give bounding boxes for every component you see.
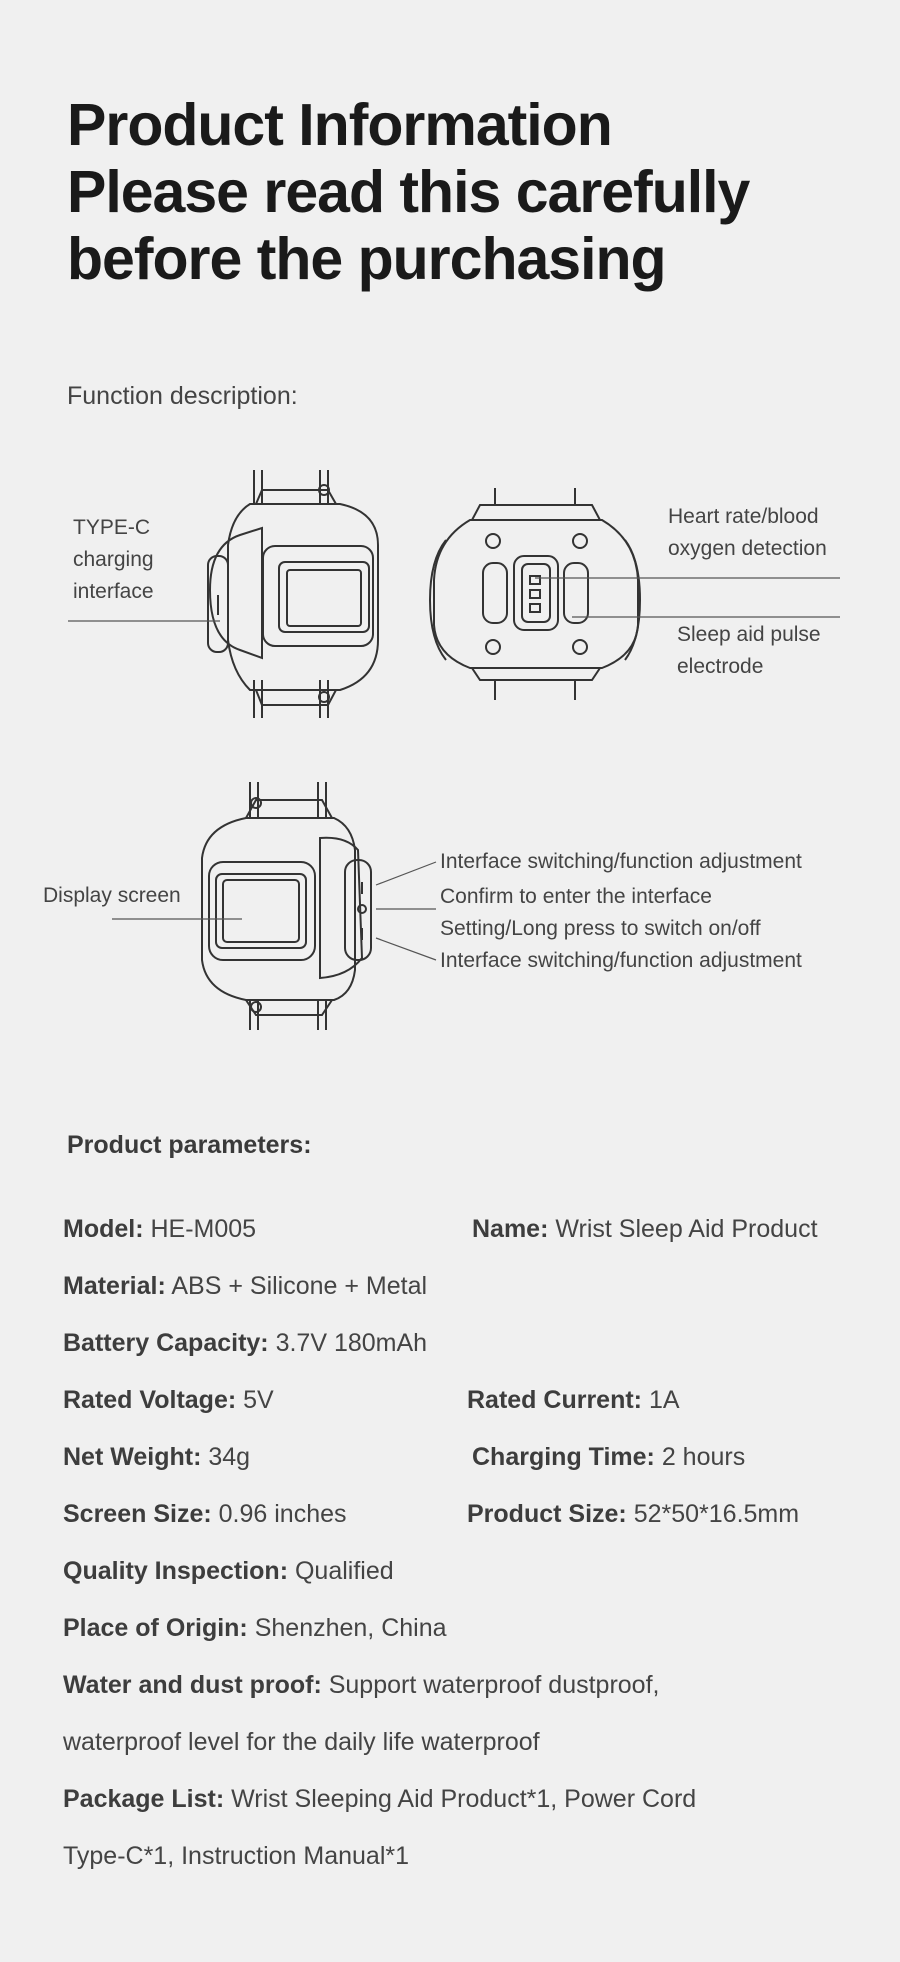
param-voltage-value: 5V — [236, 1386, 274, 1414]
param-charging-label: Charging Time: — [472, 1443, 655, 1471]
param-origin-label: Place of Origin: — [63, 1614, 248, 1642]
param-material-value: ABS + Silicone + Metal — [165, 1272, 428, 1300]
param-weight-value: 34g — [201, 1443, 251, 1471]
callout-heart-line-2: oxygen detection — [668, 537, 827, 560]
param-quality-value: Qualified — [288, 1557, 394, 1585]
title-line-1: Product Information — [67, 92, 612, 158]
title-line-3: before the purchasing — [67, 226, 666, 292]
param-name — [472, 1215, 818, 1244]
param-material — [63, 1272, 427, 1301]
param-voltage-label: Rated Voltage: — [63, 1386, 237, 1414]
callout-typec-line-2: charging — [73, 548, 154, 571]
product-parameters-label: Product parameters: — [67, 1131, 312, 1159]
param-package-value: Wrist Sleeping Aid Product*1, Power Cord — [224, 1785, 697, 1813]
callout-typec-line-1: TYPE-C — [73, 516, 151, 539]
watch-back-view — [430, 488, 640, 700]
param-model-label: Model: — [63, 1215, 144, 1243]
param-model — [63, 1215, 256, 1244]
param-screen-size — [63, 1500, 347, 1529]
callout-button-4: Interface switching/function adjustment — [440, 949, 802, 972]
callout-sleep-electrode — [677, 619, 821, 683]
callout-button-1: Interface switching/function adjustment — [440, 850, 802, 873]
param-current — [467, 1386, 680, 1415]
param-size-value: 52*50*16.5mm — [626, 1500, 800, 1528]
param-water-label: Water and dust proof: — [63, 1671, 322, 1699]
param-product-size — [467, 1500, 799, 1529]
callout-button-3: Setting/Long press to switch on/off — [440, 917, 761, 940]
watch-side-view — [202, 782, 371, 1030]
callout-typec — [73, 512, 154, 608]
callout-heart-line-1: Heart rate/blood — [668, 505, 819, 528]
param-screen-value: 0.96 inches — [211, 1500, 347, 1528]
param-model-value: HE-M005 — [143, 1215, 257, 1243]
param-quality — [63, 1557, 394, 1586]
param-name-label: Name: — [472, 1215, 549, 1243]
callout-sleep-line-1: Sleep aid pulse — [677, 623, 821, 646]
page-title — [67, 92, 749, 293]
param-origin — [63, 1614, 447, 1643]
param-weight-label: Net Weight: — [63, 1443, 202, 1471]
param-current-value: 1A — [642, 1386, 680, 1414]
param-water-dust — [63, 1671, 659, 1700]
watch-front-view — [208, 470, 378, 718]
param-battery-label: Battery Capacity: — [63, 1329, 269, 1357]
param-name-value: Wrist Sleep Aid Product — [548, 1215, 818, 1243]
callout-button-2: Confirm to enter the interface — [440, 885, 712, 908]
callout-display-screen: Display screen — [43, 884, 181, 907]
param-voltage — [63, 1386, 274, 1415]
param-package — [63, 1785, 696, 1814]
param-material-label: Material: — [63, 1272, 166, 1300]
param-water-dust-cont: waterproof level for the daily life waterproof — [63, 1728, 540, 1756]
param-origin-value: Shenzhen, China — [247, 1614, 447, 1642]
function-description-label: Function description: — [67, 382, 298, 410]
callout-sleep-line-2: electrode — [677, 655, 764, 678]
param-size-label: Product Size: — [467, 1500, 627, 1528]
param-battery — [63, 1329, 427, 1358]
callout-heart-rate — [668, 501, 827, 565]
param-package-label: Package List: — [63, 1785, 225, 1813]
param-quality-label: Quality Inspection: — [63, 1557, 289, 1585]
param-package-cont: Type-C*1, Instruction Manual*1 — [63, 1842, 410, 1870]
param-charging-value: 2 hours — [654, 1443, 746, 1471]
param-charging-time — [472, 1443, 745, 1472]
param-battery-value: 3.7V 180mAh — [268, 1329, 428, 1357]
title-line-2: Please read this carefully — [67, 159, 750, 225]
param-current-label: Rated Current: — [467, 1386, 643, 1414]
callout-typec-line-3: interface — [73, 580, 154, 603]
param-water-value: Support waterproof dustproof, — [321, 1671, 660, 1699]
param-screen-label: Screen Size: — [63, 1500, 212, 1528]
param-weight — [63, 1443, 250, 1472]
